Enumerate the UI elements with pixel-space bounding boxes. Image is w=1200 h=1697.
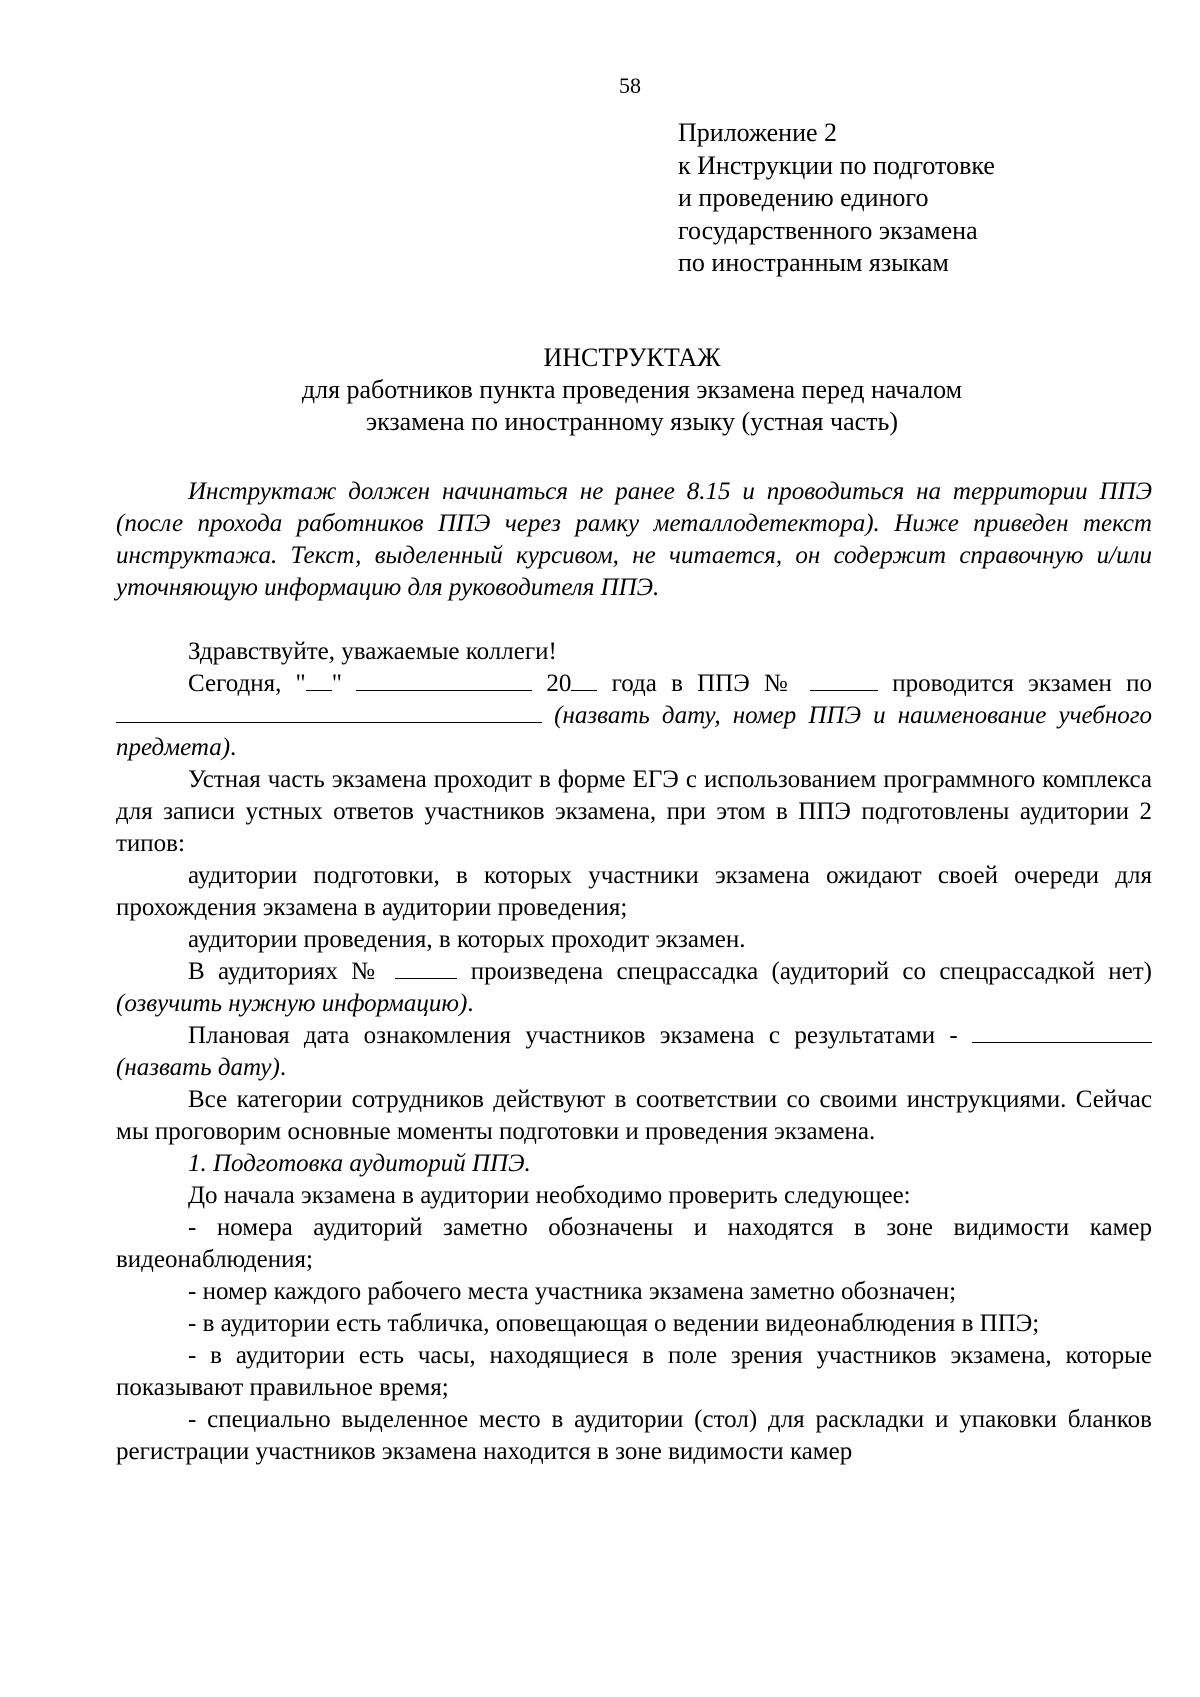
appendix-line: Приложение 2 (678, 118, 838, 147)
special-seating-paragraph (116, 956, 1152, 1020)
appendix-line: и проведению единого (678, 183, 929, 212)
all-categories-paragraph: Все категории сотрудников действуют в соответствии со своими инструкциями. Сейчас мы проговорим основные моменты подготовки и проведения экзамена. (116, 1086, 1152, 1145)
title-line: для работников пункта проведения экзамена перед началом (301, 375, 963, 404)
intro-paragraph: Инструктаж должен начинаться не ранее 8.15 и проводиться на территории ППЭ (после прохода работников ППЭ через рамку металлодетектора). Ниже приведен текст инструктажа. Текст, выделенный курсивом, не читается, он содержит справочную и/или уточняющую информацию для руководителя ППЭ. (116, 478, 1152, 601)
exam-rooms-paragraph: аудитории проведения, в которых проходит экзамен. (188, 926, 746, 953)
text-span: проводится экзамен по (892, 670, 1153, 697)
blank-field (306, 668, 332, 691)
blank-field (571, 668, 597, 691)
text-span: . (467, 990, 474, 1017)
blank-field (972, 1020, 1152, 1043)
text-span: произведена спецрассадка (аудиторий со спецрассадкой нет) (470, 958, 1153, 985)
results-date-paragraph (116, 1020, 1152, 1084)
checklist-item: - в аудитории есть табличка, оповещающая о ведении видеонаблюдения в ППЭ; (188, 1310, 1040, 1337)
checklist-item: - специально выделенное место в аудитории (стол) для раскладки и упаковки бланков регистрации участников экзамена находится в зоне видимости камер (116, 1406, 1152, 1465)
appendix-header (678, 117, 1118, 280)
checklist-item: - номер каждого рабочего места участника экзамена заметно обозначен; (188, 1278, 957, 1305)
checklist-item: - в аудитории есть часы, находящиеся в поле зрения участников экзамена, которые показывают правильное время; (116, 1342, 1152, 1401)
text-span: Плановая дата ознакомления участников экзамена с результатами - (188, 1022, 958, 1049)
section-title: 1. Подготовка аудиторий ППЭ. (188, 1150, 531, 1177)
text-span: 20 (546, 670, 572, 697)
blank-field (810, 668, 878, 691)
italic-span: (назвать дату, номер ППЭ и наименование учебного предмета) (116, 702, 1152, 761)
text-span: года в ППЭ № (611, 670, 796, 697)
page-number: 58 (619, 73, 641, 98)
prep-rooms-paragraph: аудитории подготовки, в которых участники экзамена ожидают своей очереди для прохождения экзамена в аудитории проведения; (116, 862, 1152, 921)
text-span: В аудиториях № (188, 958, 383, 985)
today-paragraph (116, 668, 1152, 764)
text-span: . (230, 734, 237, 761)
italic-span: (озвучить нужную информацию) (116, 990, 468, 1017)
document-body (116, 476, 1152, 1468)
title-heading: ИНСТРУКТАЖ (543, 343, 721, 372)
check-intro-paragraph: До начала экзамена в аудитории необходимо проверить следующее: (188, 1182, 911, 1209)
appendix-line: по иностранным языкам (678, 248, 949, 277)
text-span: . (279, 1054, 287, 1081)
text-span: Сегодня, " (188, 670, 306, 697)
blank-field (116, 700, 542, 723)
appendix-line: государственного экзамена (678, 215, 978, 245)
text-span: " (331, 670, 342, 697)
checklist-item: - номера аудиторий заметно обозначены и находятся в зоне видимости камер видеонаблюдения; (116, 1214, 1152, 1273)
oral-part-paragraph: Устная часть экзамена проходит в форме ЕГЭ с использованием программного комплекса для записи устных ответов участников экзамена, при этом в ППЭ подготовлены аудитории 2 типов: (116, 766, 1152, 857)
italic-span: (назвать дату) (116, 1054, 280, 1081)
document-title (0, 342, 1200, 438)
title-line: экзамена по иностранному языку (устная часть) (365, 407, 899, 436)
appendix-line: к Инструкции по подготовке (678, 150, 995, 180)
greeting-paragraph: Здравствуйте, уважаемые коллеги! (188, 638, 557, 665)
blank-field (395, 956, 457, 979)
blank-field (356, 668, 532, 691)
